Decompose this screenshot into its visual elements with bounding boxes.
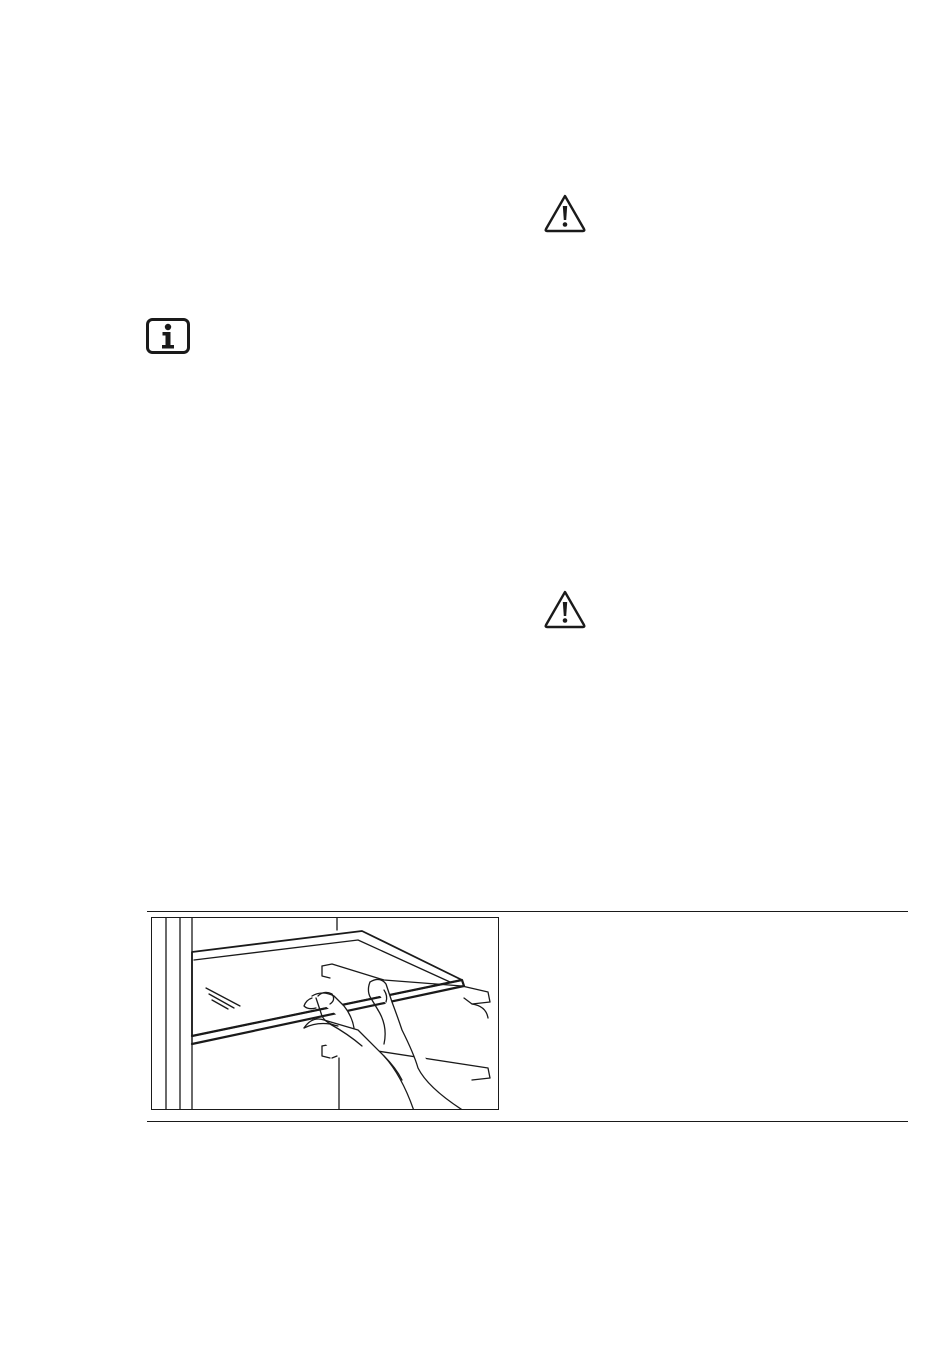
warning-icon: [543, 193, 587, 233]
section-divider-top: [147, 911, 908, 912]
warning-icon: [543, 589, 587, 629]
info-icon: [146, 318, 190, 354]
section-divider-bottom: [147, 1121, 908, 1122]
shelf-removal-illustration: [151, 917, 499, 1110]
